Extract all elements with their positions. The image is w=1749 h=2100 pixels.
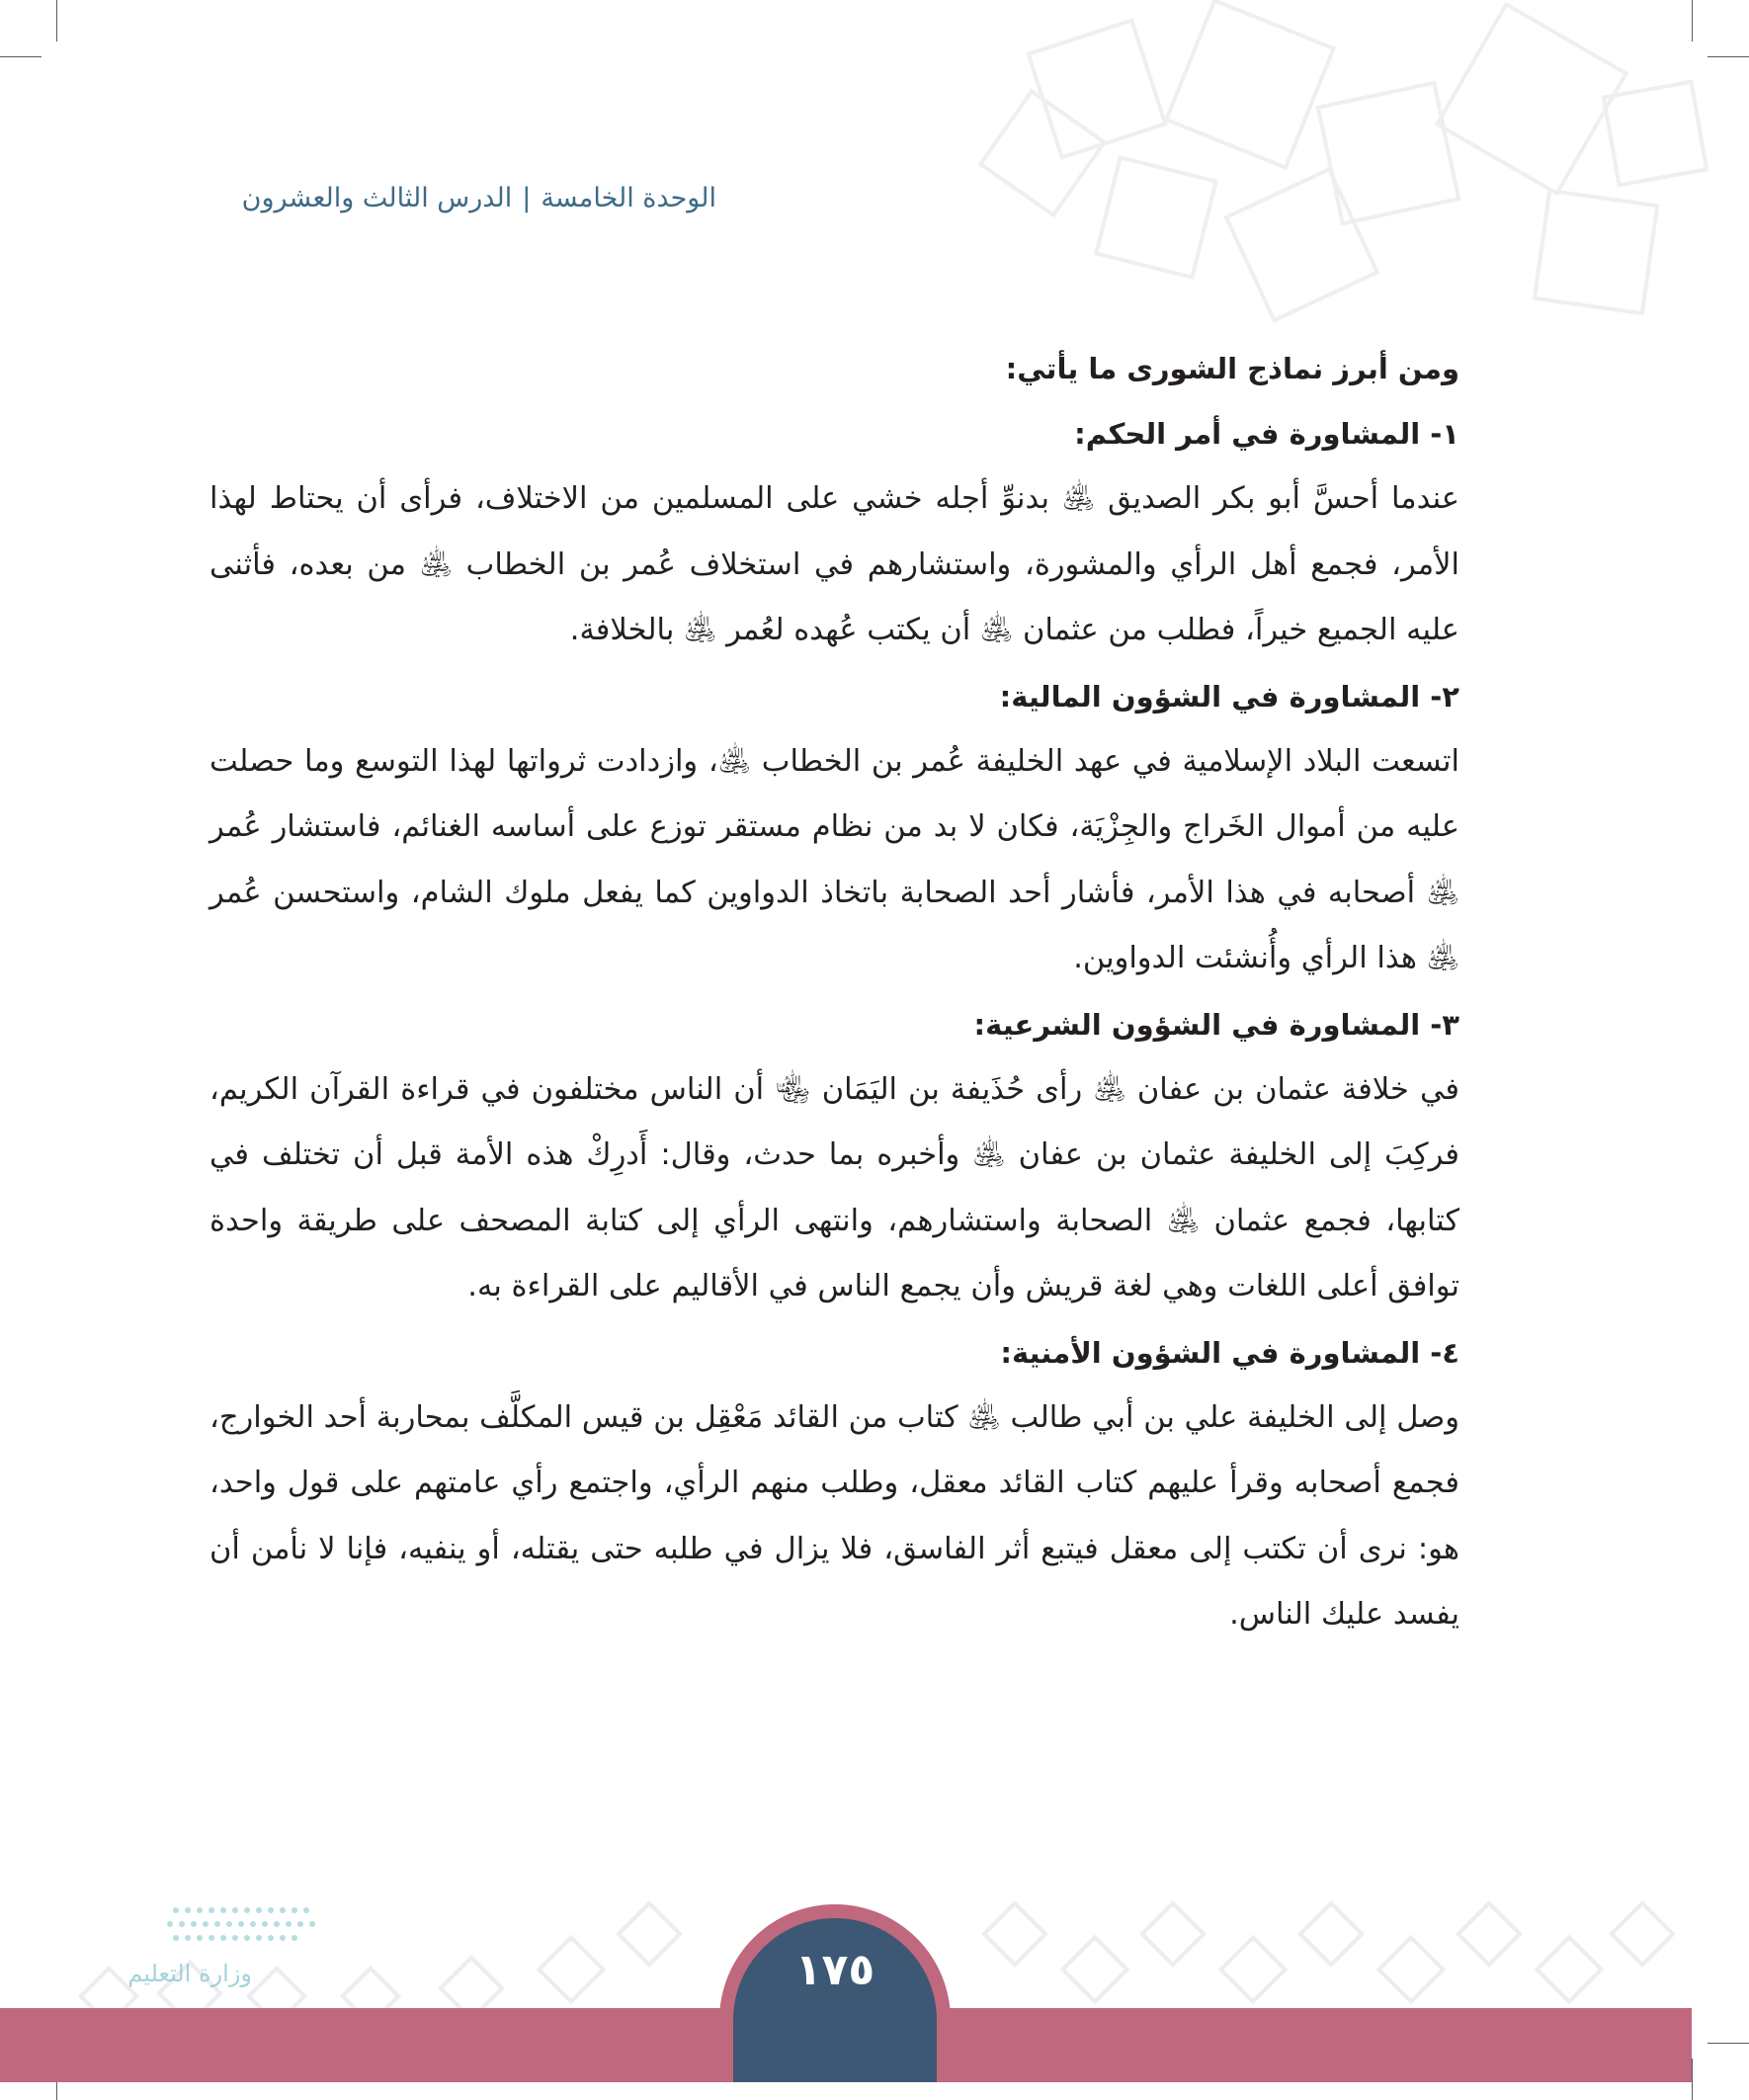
text-line: الدواوين كما يفعل ملوك الشام، واستحسن عُمر ﵁ هذا الرأي وأُنشئت الدواوين.: [209, 875, 1459, 975]
text-line: كتابة المصحف على طريقة واحدة توافق أعلى اللغات وهي لغة قريش وأن يجمع الناس: [209, 1203, 1459, 1303]
lesson-title: الدرس الثالث والعشرون: [241, 183, 513, 213]
section-paragraph: [209, 1057, 1459, 1320]
text-line: أحد الخوارج، فجمع أصحابه وقرأ عليهم كتاب القائد معقل، وطلب منهم الرأي، واجتمع: [209, 1399, 1459, 1500]
text-line: الأمة قبل أن تختلف في كتابها، فجمع عثمان ﵁ الصحابة واستشارهم، وانتهى الرأي إلى: [209, 1137, 1459, 1238]
text-line: طلبه حتى يقتله، أو ينفيه، فإنا لا نأمن أن يفسد عليك الناس.: [209, 1531, 1459, 1632]
text-line: عندما أحسَّ أبو بكر الصديق ﵁ بدنوِّ أجله خشي على المسلمين من الاختلاف، فرأى: [399, 481, 1459, 516]
text-line: التوسع وما حصلت عليه من أموال الخَراج والجِزْيَة، فكان لا بد من نظام مستقر توزع على: [209, 743, 1459, 844]
text-line: اتسعت البلاد الإسلامية في عهد الخليفة عُمر بن الخطاب ﵁، وازدادت ثرواتها لهذا: [449, 743, 1459, 779]
text-line: رأي عامتهم على قول واحد، هو: نرى أن تكتب إلى معقل فيتبع أثر الفاسق، فلا يزال في: [209, 1466, 1459, 1566]
ministry-logo-icon: [156, 1902, 324, 1957]
breadcrumb-separator: |: [522, 183, 532, 213]
lesson-content: [209, 336, 1459, 1648]
section-paragraph: [209, 729, 1459, 992]
section-paragraph: [209, 1386, 1459, 1648]
section-heading: ٢- المشاورة في الشؤون المالية:: [999, 679, 1459, 714]
text-line: الخطاب ﵁ من بعده، فأثنى عليه الجميع خيراً، فطلب من عثمان ﵁ أن يكتب عُهده: [209, 546, 1459, 647]
section-heading: ٤- المشاورة في الشؤون الأمنية:: [1000, 1335, 1459, 1370]
text-line: في الأقاليم على القراءة به.: [467, 1269, 808, 1303]
text-line: في خلافة عثمان بن عفان ﵁ رأى حُذَيفة بن اليَمَان ﵄ أن الناس مختلفون في قراءة: [400, 1071, 1460, 1107]
text-line: أساسه الغنائم، فاستشار عُمر ﵁ أصحابه في هذا الأمر، فأشار أحد الصحابة باتخاذ: [209, 809, 1459, 910]
page-number: ١٧٥: [794, 1945, 875, 1995]
ministry-logo-text: وزارة التعليم: [127, 1960, 252, 1987]
breadcrumb: [124, 183, 716, 213]
unit-title: الوحدة الخامسة: [541, 183, 716, 213]
section-paragraph: [209, 466, 1459, 664]
section-heading: ٣- المشاورة في الشؤون الشرعية:: [973, 1007, 1459, 1042]
intro-heading: ومن أبرز نماذج الشورى ما يأتي:: [1005, 352, 1459, 385]
text-line: أن يحتاط لهذا الأمر، فجمع أهل الرأي والمشورة، واستشارهم في استخلاف عُمر بن: [209, 481, 1459, 582]
text-line: لعُمر ﵁ بالخلافة.: [569, 613, 785, 647]
section-heading: ١- المشاورة في أمر الحكم:: [1074, 417, 1459, 451]
text-line: وصل إلى الخليفة علي بن أبي طالب ﵁ كتاب من القائد مَعْقِل بن قيس المكلَّف بمحاربة: [375, 1399, 1459, 1435]
text-line: القرآن الكريم، فركِبَ إلى الخليفة عثمان بن عفان ﵁ وأخبره بما حدث، وقال: أَدرِكْ هذه: [209, 1071, 1459, 1172]
